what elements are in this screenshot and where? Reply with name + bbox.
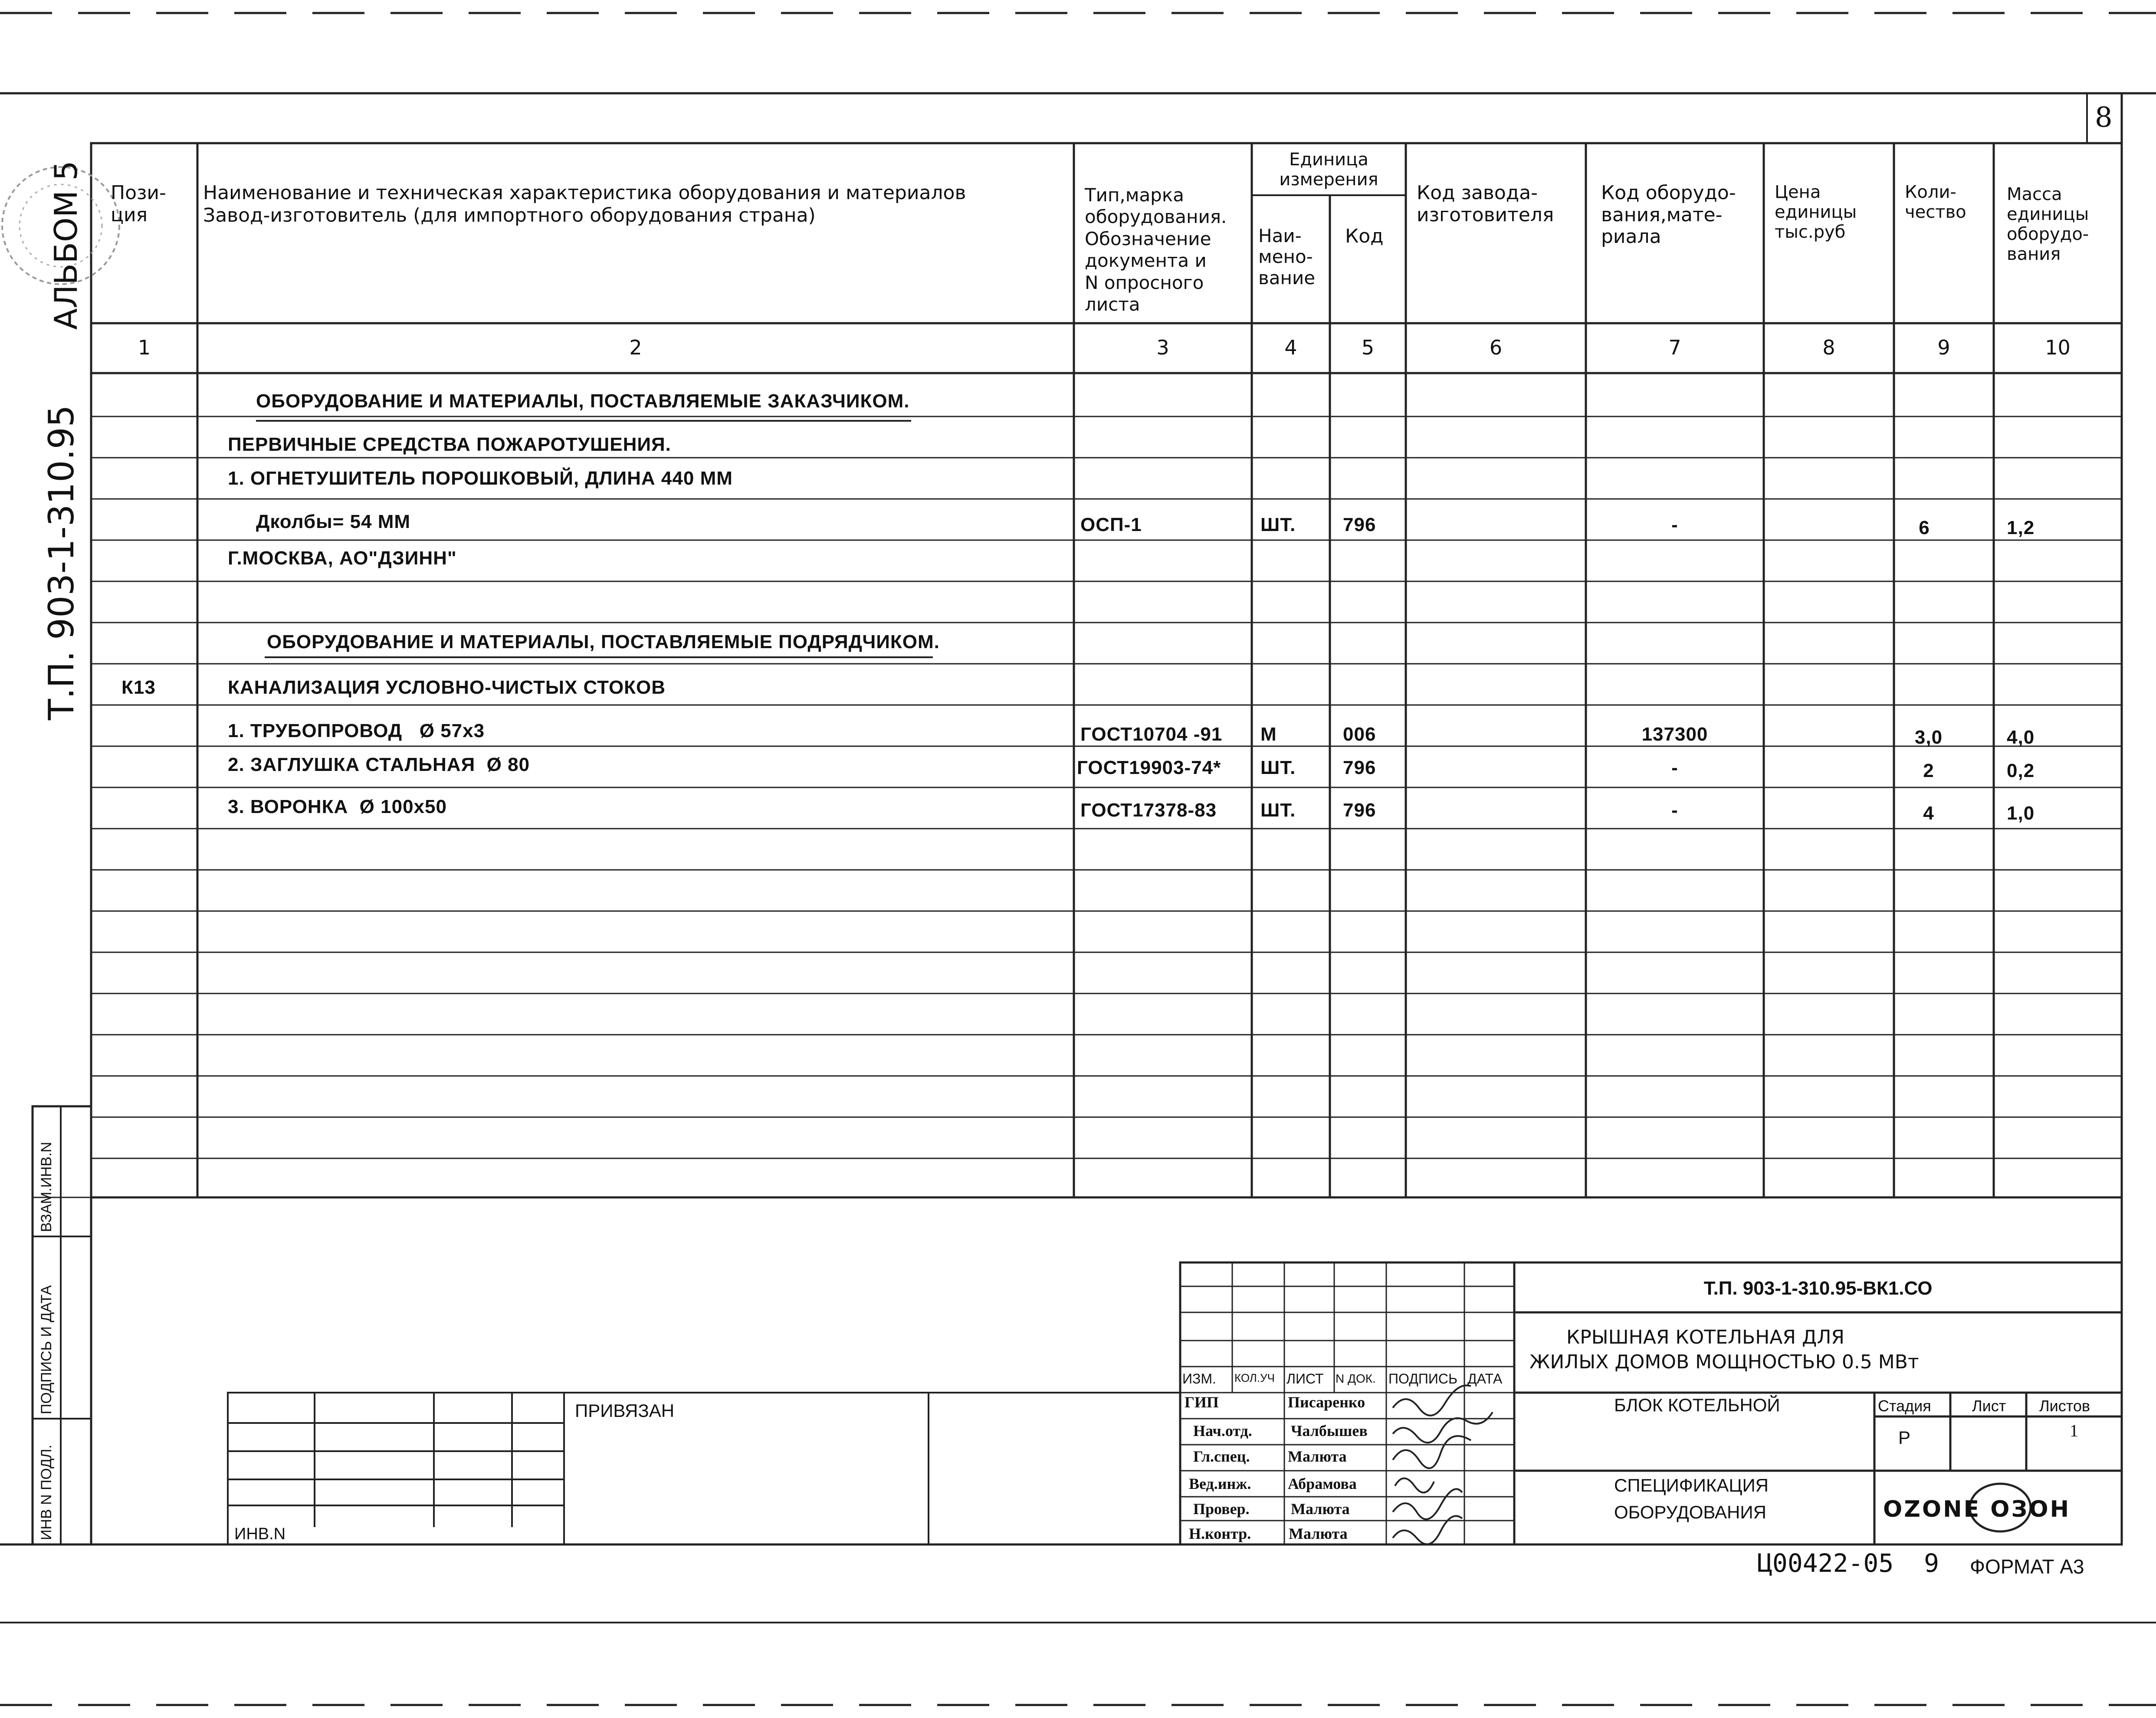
row-3-mass: 1,2 bbox=[2007, 517, 2035, 538]
row-9-code: 796 bbox=[1343, 757, 1376, 778]
side-code: Т.П. 903-1-310.95 bbox=[41, 405, 82, 720]
doc-name-2: ОБОРУДОВАНИЯ bbox=[1614, 1502, 1766, 1522]
colnum-8: 8 bbox=[1822, 336, 1835, 359]
col4-header: Наи- мено- вание bbox=[1258, 225, 1316, 289]
staff-name-1: Чалбышев bbox=[1291, 1422, 1368, 1439]
privyazan-label: ПРИВЯЗАН bbox=[575, 1400, 675, 1421]
col7-header: Код оборудо- вания,мате- риала bbox=[1601, 182, 1736, 248]
row-8-type: ГОСТ10704 -91 bbox=[1080, 724, 1223, 745]
row-7-name: КАНАЛИЗАЦИЯ УСЛОВНО-ЧИСТЫХ СТОКОВ bbox=[228, 677, 666, 698]
colnum-6: 6 bbox=[1489, 336, 1503, 359]
row-10-qty: 4 bbox=[1923, 803, 1934, 824]
rev-list: ЛИСТ bbox=[1286, 1371, 1324, 1387]
row-8-unit: М bbox=[1260, 724, 1277, 745]
listov-label: Листов bbox=[2039, 1397, 2090, 1415]
col2-header-line2: Завод-изготовитель (для импортного оборудования страна) bbox=[203, 204, 816, 226]
doc-name-1: СПЕЦИФИКАЦИЯ bbox=[1614, 1475, 1769, 1495]
rev-ndok: N ДОК. bbox=[1336, 1372, 1376, 1385]
listov-value: 1 bbox=[2070, 1421, 2078, 1440]
rev-data: ДАТА bbox=[1467, 1371, 1503, 1387]
strip-podpis: ПОДПИСЬ И ДАТА bbox=[38, 1285, 55, 1414]
row-8-name: 1. ТРУБОПРОВОД Ø 57х3 bbox=[228, 720, 485, 741]
staff-name-5: Малюта bbox=[1289, 1525, 1348, 1542]
row-3-unit: ШТ. bbox=[1260, 514, 1296, 535]
archive-code: Ц00422-05 9 bbox=[1757, 1548, 1939, 1578]
side-stamp: АЛЬБОМ 5 bbox=[48, 161, 84, 330]
staff-name-0: Писаренко bbox=[1288, 1393, 1365, 1411]
rev-izm: ИЗМ. bbox=[1182, 1371, 1216, 1387]
rev-podpis: ПОДПИСЬ bbox=[1388, 1371, 1457, 1387]
stadia-value: Р bbox=[1898, 1427, 1911, 1448]
colnum-4: 4 bbox=[1284, 336, 1297, 359]
title-line1: КРЫШНАЯ КОТЕЛЬНАЯ ДЛЯ bbox=[1566, 1326, 1844, 1348]
row-1-name: ПЕРВИЧНЫЕ СРЕДСТВА ПОЖАРОТУШЕНИЯ. bbox=[228, 434, 671, 455]
colnum-1: 1 bbox=[138, 336, 151, 359]
colnum-9: 9 bbox=[1937, 336, 1950, 359]
title-line2: ЖИЛЫХ ДОМОВ МОЩНОСТЬЮ 0.5 МВт bbox=[1529, 1351, 1919, 1373]
col3-header: Тип,марка оборудования. Обозначение документа и N опросного листа bbox=[1085, 184, 1227, 315]
row-3-qty: 6 bbox=[1919, 517, 1930, 538]
row-7-pos: К13 bbox=[121, 677, 156, 698]
row-0-name: ОБОРУДОВАНИЕ И МАТЕРИАЛЫ, ПОСТАВЛЯЕМЫЕ ЗАКАЗЧИКОМ. bbox=[256, 390, 910, 412]
col1-header: Пози- ция bbox=[111, 182, 166, 226]
row-10-code: 796 bbox=[1343, 800, 1376, 821]
row-4-name: Г.МОСКВА, АО"ДЗИНН" bbox=[228, 548, 457, 569]
row-8-eq: 137300 bbox=[1641, 724, 1708, 745]
row-10-type: ГОСТ17378-83 bbox=[1080, 800, 1217, 821]
staff-role-2: Гл.спец. bbox=[1193, 1448, 1250, 1465]
staff-name-4: Малюта bbox=[1291, 1500, 1350, 1518]
row-9-unit: ШТ. bbox=[1260, 757, 1296, 778]
row-8-mass: 4,0 bbox=[2007, 727, 2035, 748]
unit-header: Единица измерения bbox=[1279, 150, 1378, 190]
staff-role-3: Вед.инж. bbox=[1189, 1475, 1251, 1492]
strip-vzam: ВЗАМ.ИНВ.N bbox=[38, 1141, 55, 1232]
row-9-mass: 0,2 bbox=[2007, 760, 2035, 781]
stadia-label: Стадия bbox=[1878, 1397, 1931, 1415]
col10-header: Масса единицы оборудо- вания bbox=[2007, 184, 2089, 264]
colnum-5: 5 bbox=[1361, 336, 1375, 359]
row-10-unit: ШТ. bbox=[1260, 800, 1296, 821]
row-3-type: ОСП-1 bbox=[1080, 514, 1142, 535]
row-8-code: 006 bbox=[1343, 724, 1376, 745]
staff-name-2: Малюта bbox=[1288, 1448, 1347, 1465]
row-3-eq: - bbox=[1671, 514, 1678, 535]
row-3-code: 796 bbox=[1343, 514, 1376, 535]
row-9-eq: - bbox=[1671, 757, 1678, 778]
row-10-name: 3. ВОРОНКА Ø 100х50 bbox=[228, 796, 447, 817]
colnum-2: 2 bbox=[629, 336, 642, 359]
staff-role-0: ГИП bbox=[1185, 1393, 1219, 1411]
staff-role-4: Провер. bbox=[1193, 1500, 1250, 1518]
row-9-qty: 2 bbox=[1923, 760, 1934, 781]
strip-inv: ИНВ N ПОДЛ. bbox=[38, 1444, 55, 1540]
colnum-3: 3 bbox=[1156, 336, 1169, 359]
rev-koluch: КОЛ.УЧ bbox=[1234, 1371, 1275, 1384]
col6-header: Код завода- изготовителя bbox=[1417, 182, 1554, 226]
col2-header-line1: Наименование и техническая характеристика оборудования и материалов bbox=[203, 182, 966, 204]
colnum-7: 7 bbox=[1668, 336, 1681, 359]
staff-name-3: Абрамова bbox=[1288, 1475, 1357, 1492]
row-9-type: ГОСТ19903-74* bbox=[1077, 757, 1221, 778]
format-label: ФОРМАТ А3 bbox=[1970, 1555, 2084, 1578]
row-2-name: 1. ОГНЕТУШИТЕЛЬ ПОРОШКОВЫЙ, ДЛИНА 440 ММ bbox=[228, 468, 733, 489]
block-name: БЛОК КОТЕЛЬНОЙ bbox=[1614, 1395, 1780, 1415]
col8-header: Цена единицы тыс.руб bbox=[1775, 182, 1857, 242]
col5-header: Код bbox=[1345, 225, 1384, 247]
row-6-name: ОБОРУДОВАНИЕ И МАТЕРИАЛЫ, ПОСТАВЛЯЕМЫЕ ПОДРЯДЧИКОМ. bbox=[267, 631, 940, 652]
doc-code: Т.П. 903-1-310.95-ВК1.СО bbox=[1703, 1278, 1933, 1299]
col9-header: Коли- чество bbox=[1905, 182, 1966, 222]
staff-role-5: Н.контр. bbox=[1189, 1525, 1251, 1542]
list-label: Лист bbox=[1972, 1397, 2006, 1415]
ozone-logo: OZONE ОЗОН bbox=[1883, 1496, 2071, 1522]
row-10-mass: 1,0 bbox=[2007, 803, 2035, 824]
row-9-name: 2. ЗАГЛУШКА СТАЛЬНАЯ Ø 80 bbox=[228, 754, 530, 775]
row-8-qty: 3,0 bbox=[1914, 727, 1943, 748]
staff-role-1: Нач.отд. bbox=[1193, 1422, 1252, 1439]
inv-label: ИНВ.N bbox=[234, 1525, 286, 1543]
row-10-eq: - bbox=[1671, 800, 1678, 821]
sheet-number: 8 bbox=[2095, 102, 2113, 134]
row-3-name: Дколбы= 54 ММ bbox=[256, 511, 411, 532]
colnum-10: 10 bbox=[2045, 336, 2071, 359]
